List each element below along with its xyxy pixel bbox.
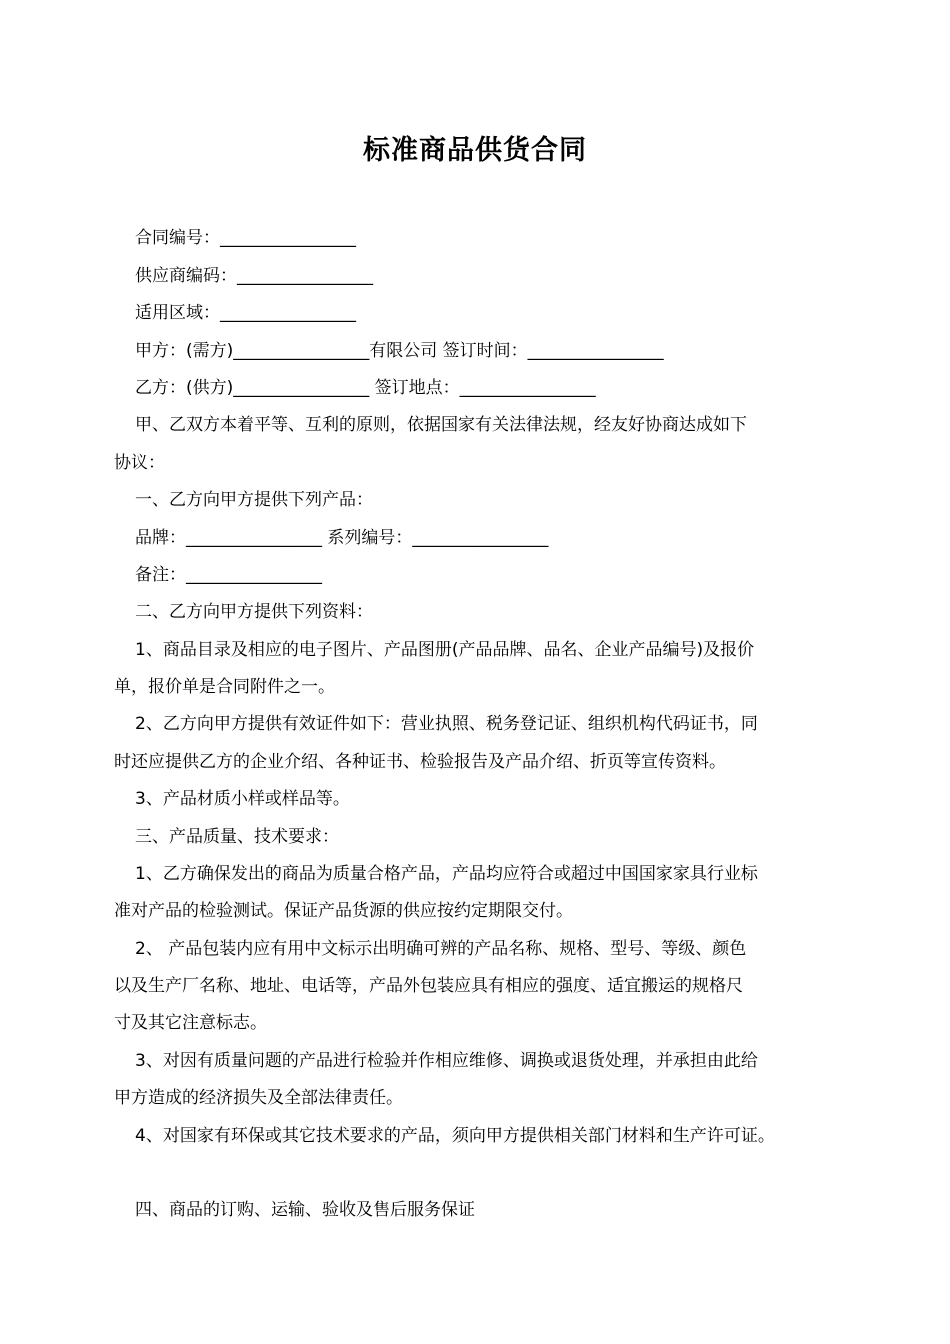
paragraph-line: 3、对因有质量问题的产品进行检验并作相应维修、调换或退货处理，并承担由此给 (135, 1051, 758, 1071)
paragraph-line: 时还应提供乙方的企业介绍、各种证书、检验报告及产品介绍、折页等宣传资料。 (114, 752, 726, 772)
section-heading: 三、产品质量、技术要求： (135, 827, 339, 847)
section-heading: 一、乙方向甲方提供下列产品： (135, 490, 373, 510)
paragraph-line: 以及生产厂名称、地址、电话等，产品外包装应具有相应的强度、适宜搬运的规格尺 (114, 976, 743, 996)
paragraph-line: 准对产品的检验测试。保证产品货源的供应按约定期限交付。 (114, 901, 573, 921)
section-heading: 四、商品的订购、运输、验收及售后服务保证 (135, 1200, 475, 1220)
party-a-line: 甲方：(需方)________________有限公司 签订时间：________________ (135, 341, 664, 361)
paragraph-line: 单，报价单是合同附件之一。 (114, 677, 335, 697)
applicable-region-line: 适用区域：________________ (135, 303, 356, 323)
paragraph-line: 2、 产品包装内应有用中文标示出明确可辨的产品名称、规格、型号、等级、颜色 (135, 939, 747, 959)
supplier-code-line: 供应商编码：________________ (135, 266, 373, 286)
paragraph-line: 4、对国家有环保或其它技术要求的产品，须向甲方提供相关部门材料和生产许可证。 (135, 1126, 775, 1146)
paragraph-line: 甲方造成的经济损失及全部法律责任。 (114, 1088, 403, 1108)
remarks-line: 备注：________________ (135, 565, 322, 585)
paragraph-line: 1、商品目录及相应的电子图片、产品图册(产品品牌、品名、企业产品编号)及报价 (135, 640, 755, 660)
paragraph-line: 寸及其它注意标志。 (114, 1013, 267, 1033)
paragraph-line: 2、乙方向甲方提供有效证件如下：营业执照、税务登记证、组织机构代码证书，同 (135, 714, 758, 734)
section-heading: 二、乙方向甲方提供下列资料： (135, 602, 373, 622)
paragraph-line: 协议： (114, 453, 165, 473)
brand-line: 品牌：________________ 系列编号：________________ (135, 528, 549, 548)
paragraph-line: 3、产品材质小样或样品等。 (135, 789, 350, 809)
party-b-line: 乙方：(供方)________________ 签订地点：________________ (135, 378, 596, 398)
document-title: 标准商品供货合同 (363, 135, 587, 166)
contract-number-line: 合同编号：________________ (135, 228, 356, 248)
paragraph-line: 甲、乙双方本着平等、互利的原则，依据国家有关法律法规，经友好协商达成如下 (135, 415, 747, 435)
paragraph-line: 1、乙方确保发出的商品为质量合格产品，产品均应符合或超过中国国家家具行业标 (135, 864, 758, 884)
